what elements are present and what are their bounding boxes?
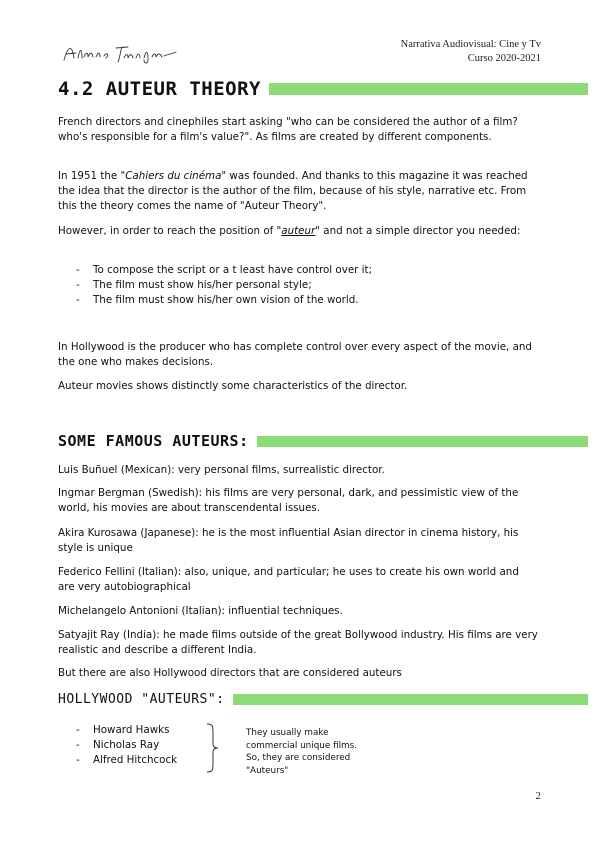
paragraph-hollywood-auteurs: But there are also Hollywood directors that are considered auteurs (58, 667, 402, 679)
list-item: - To compose the script or a t least have control over it; (76, 263, 536, 278)
auteur-entry: Akira Kurosawa (Japanese): he is the most influential Asian director in cinema history, his style is unique (58, 527, 519, 554)
paragraph-hollywood-producer: In Hollywood is the producer who has complete control over every aspect of the movie, and the one who makes decisions. (58, 341, 532, 368)
auteur-entry: Michelangelo Antonioni (Italian): influential techniques. (58, 605, 343, 617)
heading-highlight-bar (269, 83, 588, 95)
section-title: HOLLYWOOD "AUTEURS": (58, 692, 225, 707)
header-course-name: Narrativa Audiovisual: Cine y Tv (400, 39, 541, 50)
auteur-entry: Federico Fellini (Italian): also, unique, and particular; he uses to create his own world and are very autobiographical (58, 566, 519, 593)
paragraph-auteur-requirements (58, 224, 538, 239)
list-item: - The film must show his/her personal style; (76, 278, 536, 293)
note-line: commercial unique films. (246, 740, 358, 751)
curly-brace-icon (205, 722, 219, 774)
list-item: - The film must show his/her own vision of the world. (76, 293, 536, 308)
keyword-auteur: auteur (281, 225, 316, 237)
section-title: 4.2 AUTEUR THEORY (58, 78, 261, 100)
section-heading-auteur-theory (58, 78, 588, 100)
document-header (401, 38, 541, 66)
list-item: - Alfred Hitchcock (76, 753, 206, 768)
note-line: So, they are considered (246, 753, 351, 763)
hollywood-auteurs-note (246, 727, 396, 777)
note-line: They usually make (246, 728, 329, 738)
auteur-entry: Ingmar Bergman (Swedish): his films are very personal, dark, and pessimistic view of the world, his movies are about transcendental issues. (58, 487, 519, 514)
requirements-list (76, 263, 536, 308)
section-heading-hollywood-auteurs (58, 692, 588, 707)
auteur-entry: Luis Buñuel (Mexican): very personal films, surrealistic director. (58, 464, 385, 476)
author-signature (60, 40, 180, 66)
magazine-title: Cahiers du cinéma (125, 170, 222, 182)
paragraph-cahiers (58, 169, 538, 214)
paragraph-intro: French directors and cinephiles start asking "who can be considered the author of a film? who's responsible for a film's value?". As films are created by different components. (58, 116, 518, 143)
hollywood-directors-list (76, 723, 206, 768)
paragraph-auteur-movies: Auteur movies shows distinctly some characteristics of the director. (58, 380, 408, 392)
section-title: SOME FAMOUS AUTEURS: (58, 432, 249, 450)
paragraph-text: However, in order to reach the position of " (58, 225, 282, 237)
auteur-entry: Satyajit Ray (India): he made films outside of the great Bollywood industry. His films are very realistic and describe a different India. (58, 629, 538, 656)
heading-highlight-bar (257, 436, 588, 447)
section-heading-famous-auteurs (58, 432, 588, 450)
heading-highlight-bar (233, 694, 588, 705)
header-course-year: Curso 2020-2021 (467, 53, 541, 64)
paragraph-text: " was founded. And thanks to this magazine it was reached the idea that the director is the author of the film, because of his style, narrative etc. From this the theory comes the name of "Auteur Theory". (58, 170, 528, 212)
paragraph-text: In 1951 the " (58, 170, 126, 182)
list-item: - Howard Hawks (76, 723, 206, 738)
page-number: 2 (535, 790, 541, 802)
list-item: - Nicholas Ray (76, 738, 206, 753)
paragraph-text: " and not a simple director you needed: (315, 225, 521, 237)
note-line: "Auteurs" (246, 765, 289, 776)
